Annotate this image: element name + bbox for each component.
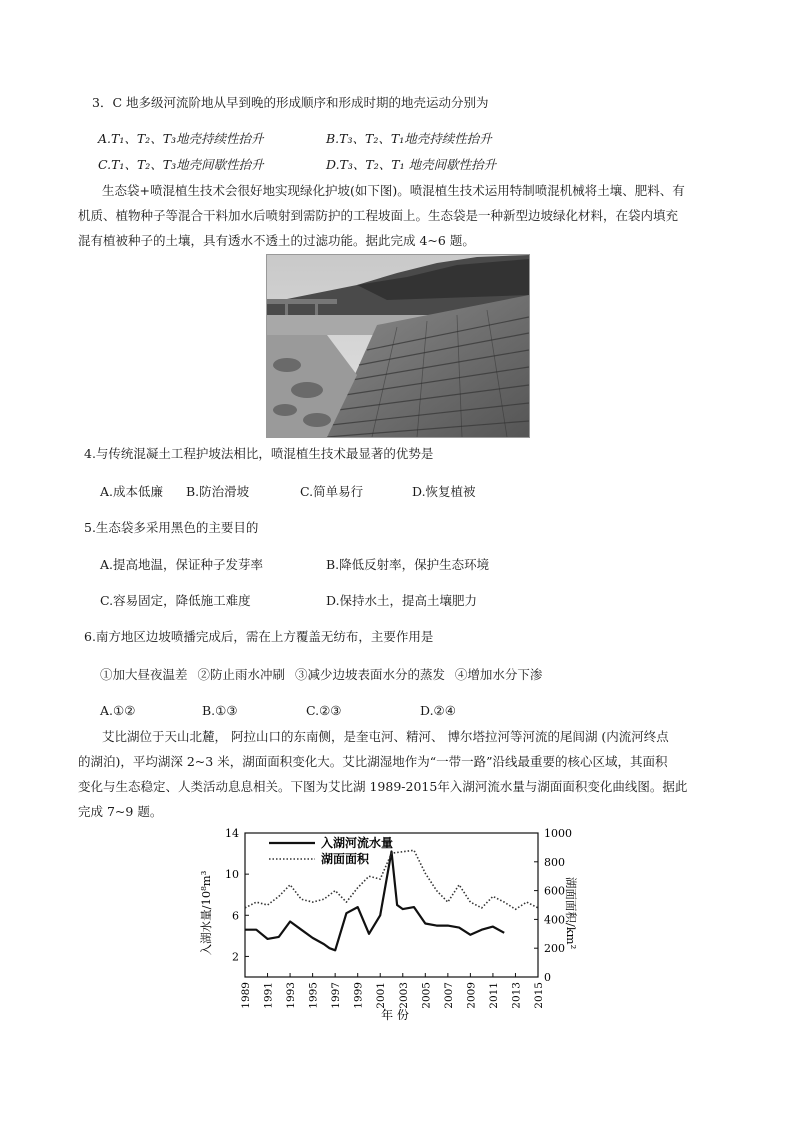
- q6-option-d: D.②④: [420, 703, 456, 718]
- q3-option-b: B.T₃、T₂、T₁地壳持续性抬升: [326, 131, 492, 146]
- y-right-tick-label: 800: [544, 855, 565, 869]
- x-tick-label: 1997: [330, 982, 343, 1009]
- q4-stem: 4.与传统混凝土工程护坡法相比，喷混植生技术最显著的优势是: [84, 446, 434, 461]
- q4-option-c: C.简单易行: [300, 484, 364, 499]
- passage2-line3: 变化与生态稳定、人类活动息息相关。下图为艾比湖 1989-2015年入湖河流水量与湖面面积变化曲线图。据此: [78, 779, 688, 794]
- q5-option-c: C.容易固定，降低施工难度: [100, 593, 251, 608]
- x-tick-label: 2007: [442, 982, 455, 1009]
- y-left-tick-label: 10: [225, 868, 239, 882]
- y-left-tick-label: 6: [232, 909, 239, 923]
- q4-option-a: A.成本低廉: [100, 484, 164, 499]
- y-axis-right-label: 湖面面积/km²: [564, 876, 578, 950]
- inflow-lake-area-chart: [195, 823, 580, 1023]
- q5-option-b: B.降低反射率，保护生态环境: [326, 557, 490, 572]
- passage2-line1: 艾比湖位于天山北麓， 阿拉山口的东南侧，是奎屯河、精河、 博尔塔拉河等河流的尾闾湖 (内流河终点: [102, 729, 669, 744]
- x-tick-label: 2011: [487, 982, 500, 1009]
- series-line-inflow: [245, 852, 504, 951]
- q3-stem: 3．C 地多级河流阶地从早到晚的形成顺序和形成时期的地壳运动分别为: [92, 95, 489, 110]
- x-tick-label: 2003: [397, 982, 410, 1009]
- x-tick-label: 1991: [262, 982, 275, 1009]
- q3-option-d: D.T₃、T₂、T₁ 地壳间歇性抬升: [326, 157, 497, 172]
- passage2-line2: 的湖泊)，平均湖深 2~3 米，湖面面积变化大。艾比湖湿地作为“一带一路”沿线最重要的核心区域，其面积: [78, 754, 668, 769]
- x-tick-label: 2001: [375, 982, 388, 1009]
- q4-option-b: B.防治滑坡: [186, 484, 250, 499]
- passage1-line2: 机质、植物种子等混合干料加水后喷射到需防护的工程坡面上。生态袋是一种新型边坡绿化材料，在袋内填充: [78, 208, 679, 223]
- x-tick-label: 1993: [285, 982, 298, 1009]
- x-tick-label: 2015: [533, 982, 545, 1009]
- x-tick-label: 1999: [352, 982, 365, 1009]
- q6-stem: 6.南方地区边坡喷播完成后，需在上方覆盖无纺布，主要作用是: [84, 629, 434, 644]
- x-tick-label: 2009: [465, 982, 478, 1009]
- passage1-line3: 混有植被种子的土壤，具有透水不透土的过滤功能。据此完成 4~6 题。: [78, 233, 475, 248]
- y-axis-left-label: 入湖水量/10⁸m³: [199, 870, 213, 956]
- q5-option-a: A.提高地温，保证种子发芽率: [100, 557, 264, 572]
- y-right-tick-label: 1000: [544, 827, 572, 840]
- y-right-tick-label: 600: [544, 884, 565, 898]
- x-tick-label: 2013: [510, 982, 523, 1009]
- legend-label-inflow: 入湖河流水量: [321, 836, 394, 850]
- q5-option-d: D.保持水土，提高土壤肥力: [326, 593, 478, 608]
- legend-label-lake-area: 湖面面积: [321, 852, 370, 866]
- q6-option-a: A.①②: [100, 703, 136, 718]
- passage2-line4: 完成 7~9 题。: [78, 804, 163, 819]
- x-axis-label: 年 份: [381, 1008, 409, 1022]
- x-tick-label: 2005: [420, 982, 433, 1009]
- x-tick-label: 1989: [240, 982, 252, 1009]
- q5-stem: 5.生态袋多采用黑色的主要目的: [84, 520, 259, 535]
- q6-option-c: C.②③: [306, 703, 342, 718]
- y-right-tick-label: 400: [544, 913, 565, 927]
- y-left-tick-label: 2: [232, 950, 239, 964]
- x-tick-label: 1995: [307, 982, 320, 1009]
- y-right-tick-label: 0: [544, 971, 551, 984]
- q4-option-d: D.恢复植被: [412, 484, 476, 499]
- y-right-tick-label: 200: [544, 942, 565, 956]
- eco-bag-slope-photo: [266, 254, 530, 438]
- y-left-tick-label: 14: [225, 827, 239, 840]
- q3-option-a: A.T₁、T₂、T₃地壳持续性抬升: [98, 131, 264, 146]
- q6-statements: ①加大昼夜温差 ②防止雨水冲刷 ③减少边坡表面水分的蒸发 ④增加水分下渗: [100, 667, 543, 682]
- q6-option-b: B.①③: [202, 703, 238, 718]
- passage1-line1: 生态袋+喷混植生技术会很好地实现绿化护坡(如下图)。喷混植生技术运用特制喷混机械将土壤、肥料、有: [102, 183, 685, 198]
- q3-option-c: C.T₁、T₂、T₃地壳间歇性抬升: [98, 157, 264, 172]
